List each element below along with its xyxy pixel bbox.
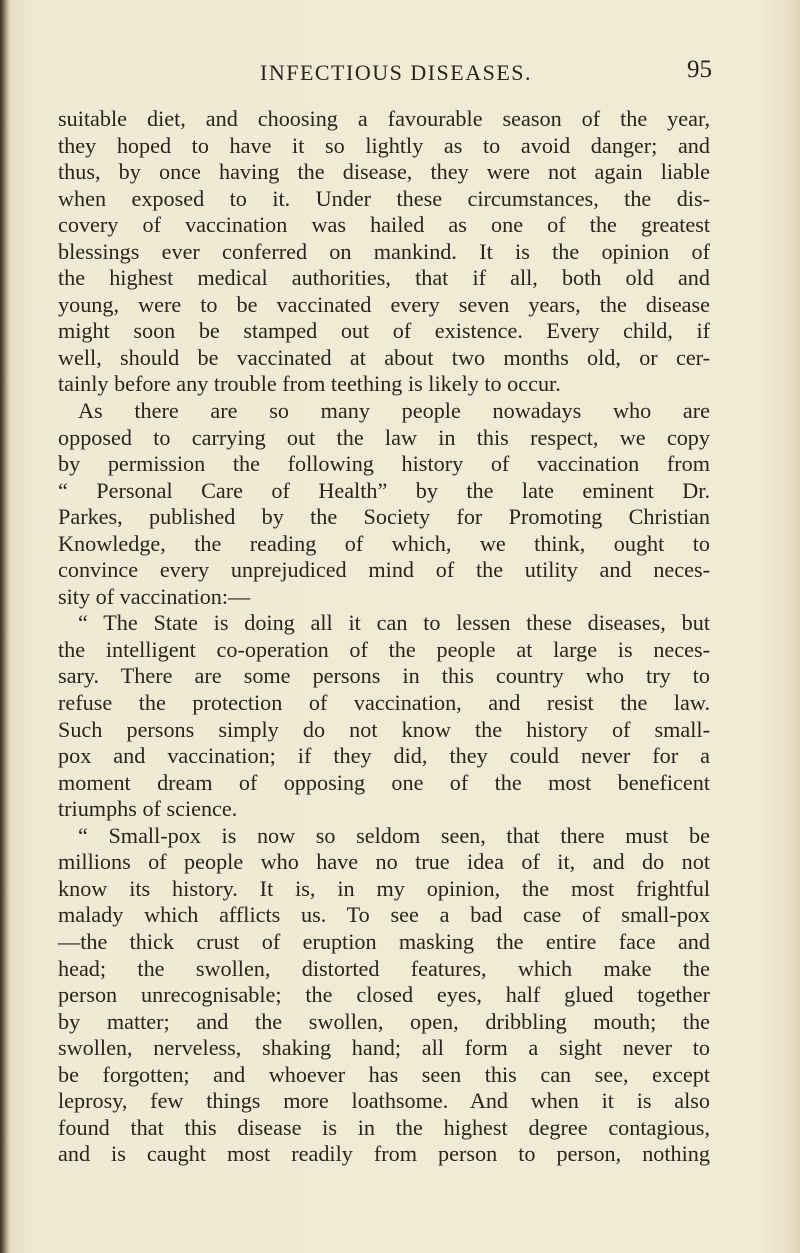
text-line: opposed to carrying out the law in this respect, we copy xyxy=(58,424,710,450)
text-line: they hoped to have it so lightly as to avoid danger; and xyxy=(58,132,710,158)
text-line: triumphs of science. xyxy=(58,796,238,822)
text-line: head; the swollen, distorted features, which make the xyxy=(58,955,710,981)
paragraph-start-line: “ The State is doing all it can to lessen these diseases, but xyxy=(78,610,710,636)
text-line: found that this disease is in the highest degree contagious, xyxy=(58,1114,710,1140)
text-line: tainly before any trouble from teething is likely to occur. xyxy=(58,371,561,397)
text-line: by matter; and the swollen, open, dribbling mouth; the xyxy=(58,1008,710,1034)
text-line: sary. There are some persons in this country who try to xyxy=(58,663,710,689)
text-line: millions of people who have no true idea of it, and do not xyxy=(58,849,710,875)
text-line: well, should be vaccinated at about two months old, or cer- xyxy=(58,344,710,370)
text-line: refuse the protection of vaccination, and resist the law. xyxy=(58,690,710,716)
text-line: thus, by once having the disease, they were not again liable xyxy=(58,159,710,185)
text-line: suitable diet, and choosing a favourable season of the year, xyxy=(58,106,710,131)
text-line: young, were to be vaccinated every seven years, the disease xyxy=(58,291,710,317)
text-line: blessings ever conferred on mankind. It is the opinion of xyxy=(58,238,710,264)
text-line: know its history. It is, in my opinion, the most frightful xyxy=(58,875,710,901)
running-title: INFECTIOUS DISEASES. xyxy=(260,60,533,85)
page-number: 95 xyxy=(687,56,712,83)
text-line: swollen, nerveless, shaking hand; all form a sight never to xyxy=(58,1035,710,1061)
text-line: Knowledge, the reading of which, we think, ought to xyxy=(58,530,710,556)
text-line: leprosy, few things more loathsome. And when it is also xyxy=(58,1088,710,1114)
page-header xyxy=(52,56,712,90)
text-line: moment dream of opposing one of the most beneficent xyxy=(58,769,710,795)
binding-shadow xyxy=(0,0,10,1253)
text-line: Parkes, published by the Society for Promoting Christian xyxy=(58,504,710,530)
text-line: when exposed to it. Under these circumstances, the dis- xyxy=(58,185,710,211)
text-line: person unrecognisable; the closed eyes, half glued together xyxy=(58,982,710,1008)
body-text xyxy=(58,106,710,1168)
text-line: sity of vaccination:— xyxy=(58,583,251,609)
text-line: pox and vaccination; if they did, they could never for a xyxy=(58,743,710,769)
text-line: be forgotten; and whoever has seen this can see, except xyxy=(58,1061,710,1087)
text-line: might soon be stamped out of existence. Every child, if xyxy=(58,318,710,344)
text-line: convince every unprejudiced mind of the utility and neces- xyxy=(58,557,710,583)
text-line: covery of vaccination was hailed as one of the greatest xyxy=(58,212,710,238)
paragraph-start-line: “ Small-pox is now so seldom seen, that there must be xyxy=(78,822,710,848)
text-line: the intelligent co-operation of the people at large is neces- xyxy=(58,636,710,662)
text-line: —the thick crust of eruption masking the entire face and xyxy=(58,928,710,954)
text-line: the highest medical authorities, that if all, both old and xyxy=(58,265,710,291)
text-line: and is caught most readily from person to person, nothing xyxy=(58,1141,710,1167)
text-line: “ Personal Care of Health” by the late eminent Dr. xyxy=(58,477,710,503)
text-line: malady which afflicts us. To see a bad case of small-pox xyxy=(58,902,710,928)
text-line: by permission the following history of vaccination from xyxy=(58,451,710,477)
text-line: Such persons simply do not know the history of small- xyxy=(58,716,710,742)
paragraph-start-line: As there are so many people nowadays who are xyxy=(78,398,710,424)
